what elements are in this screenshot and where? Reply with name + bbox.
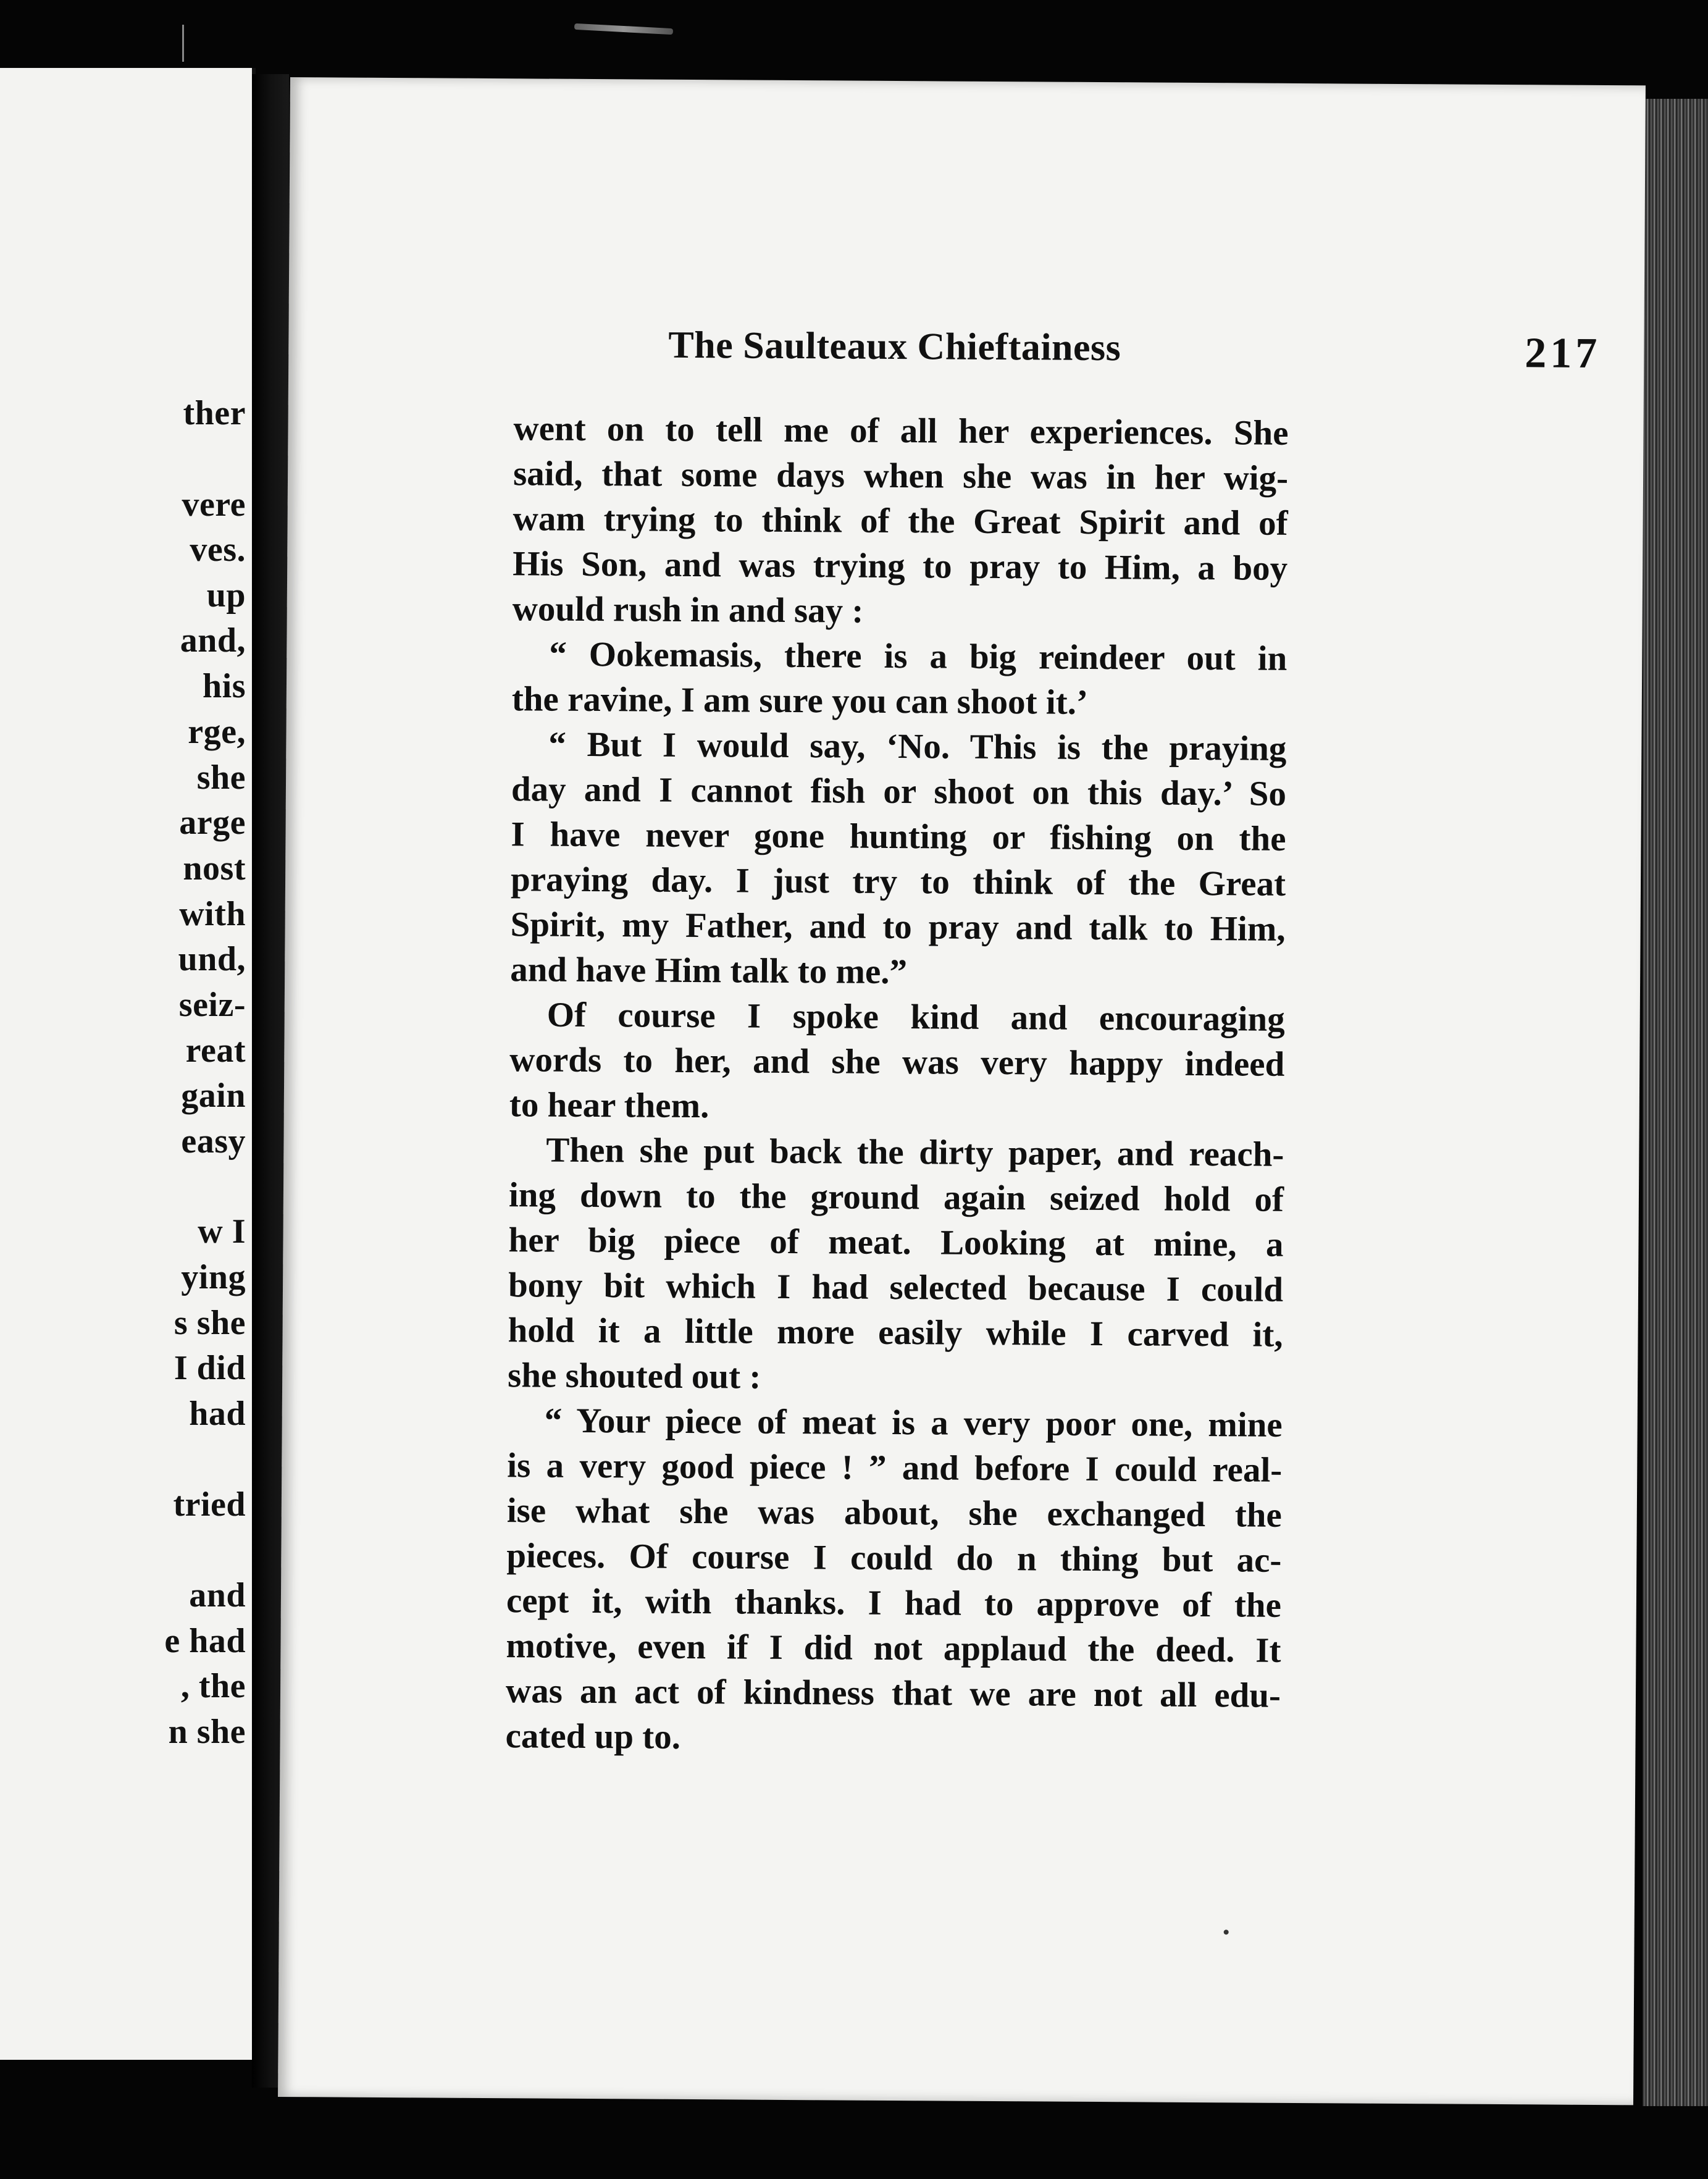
text-line: wam trying to think of the Great Spirit and of <box>513 499 1288 543</box>
left-page-fragment: , the <box>180 1667 246 1705</box>
body-text <box>505 406 1288 1763</box>
left-page-fragment: ther <box>183 394 246 432</box>
page-number: 217 <box>1525 329 1601 377</box>
left-page-fragment: with <box>179 895 246 933</box>
text-line: was an act of kindness that we are not all edu- <box>505 1671 1281 1715</box>
left-page-fragment: seiz- <box>178 986 246 1024</box>
left-page-fragment: reat <box>185 1031 246 1070</box>
text-line: praying day. I just try to think of the Great <box>510 860 1286 904</box>
left-page-fragment: arge <box>179 804 246 842</box>
text-line: bony bit which I had selected because I could <box>508 1266 1284 1309</box>
left-facing-page <box>0 68 256 2060</box>
text-line: I have never gone hunting or fishing on the <box>511 815 1286 859</box>
text-line: “ Ookemasis, there is a big reindeer out in <box>549 634 1287 678</box>
text-line: “ Your piece of meat is a very poor one, mine <box>544 1401 1283 1445</box>
text-line: cept it, with thanks. I had to approve of the <box>506 1581 1282 1625</box>
paper-speck <box>1224 1929 1229 1934</box>
book-page <box>278 77 1646 2105</box>
left-page-fragment: vere <box>182 485 246 524</box>
text-line: went on to tell me of all her experiences. She <box>513 409 1289 453</box>
left-page-fragment: and <box>189 1576 246 1614</box>
left-page-fragment: s she <box>174 1304 246 1342</box>
left-page-fragment: w I <box>198 1212 246 1251</box>
left-page-fragment: easy <box>181 1122 246 1161</box>
left-page-fragment: his <box>203 667 246 705</box>
text-line: she shouted out : <box>507 1356 761 1396</box>
text-line: and have Him talk to me.” <box>509 950 908 992</box>
left-page-fragment: up <box>206 576 246 615</box>
text-line: Then she put back the dirty paper, and reach- <box>546 1130 1284 1174</box>
left-page-fragment: ves. <box>190 531 246 569</box>
text-line: would rush in and say : <box>512 589 864 631</box>
scan-artifact-tick <box>182 25 184 62</box>
left-page-fragment: nost <box>183 849 246 888</box>
text-line: cated up to. <box>505 1716 681 1757</box>
text-line: “ But I would say, ‘No. This is the praying <box>548 724 1287 768</box>
text-line: ing down to the ground again seized hold of <box>508 1175 1284 1219</box>
text-line: to hear them. <box>509 1085 710 1126</box>
text-line: is a very good piece ! ” and before I could real- <box>507 1446 1283 1490</box>
left-page-fragment: tried <box>173 1485 246 1524</box>
text-line: ise what she was about, she exchanged the <box>506 1491 1282 1535</box>
left-page-fragment: she <box>196 758 246 797</box>
left-page-fragment: rge, <box>188 713 246 751</box>
left-page-fragment: e had <box>164 1622 246 1660</box>
text-line: motive, even if I did not applaud the deed. It <box>506 1626 1281 1670</box>
text-line: the ravine, I am sure you can shoot it.’ <box>511 679 1089 722</box>
text-line: said, that some days when she was in her wig- <box>513 454 1289 498</box>
left-page-fragment: n she <box>168 1713 246 1751</box>
text-line: her big piece of meat. Looking at mine, a <box>508 1220 1284 1264</box>
text-line: pieces. Of course I could do n thing but ac- <box>506 1536 1282 1580</box>
left-page-fragment: I did <box>174 1349 246 1387</box>
left-page-fragment: und, <box>178 940 246 978</box>
running-title: The Saulteaux Chieftainess <box>668 324 1121 369</box>
text-line: His Son, and was trying to pray to Him, a boy <box>513 544 1288 588</box>
text-line: hold it a little more easily while I carved it, <box>508 1311 1283 1354</box>
text-line: Spirit, my Father, and to pray and talk to Him, <box>510 905 1286 949</box>
left-page-fragment: gain <box>181 1077 246 1115</box>
text-line: Of course I spoke kind and encouraging <box>546 995 1285 1039</box>
text-line: words to her, and she was very happy indeed <box>509 1040 1285 1084</box>
left-page-fragment: ying <box>181 1258 246 1296</box>
left-page-fragment: had <box>189 1395 246 1433</box>
text-line: day and I cannot fish or shoot on this day.’ So <box>511 770 1287 813</box>
running-head <box>668 324 1601 379</box>
page-edges <box>1643 99 1708 2106</box>
left-page-fragment: and, <box>180 621 246 660</box>
